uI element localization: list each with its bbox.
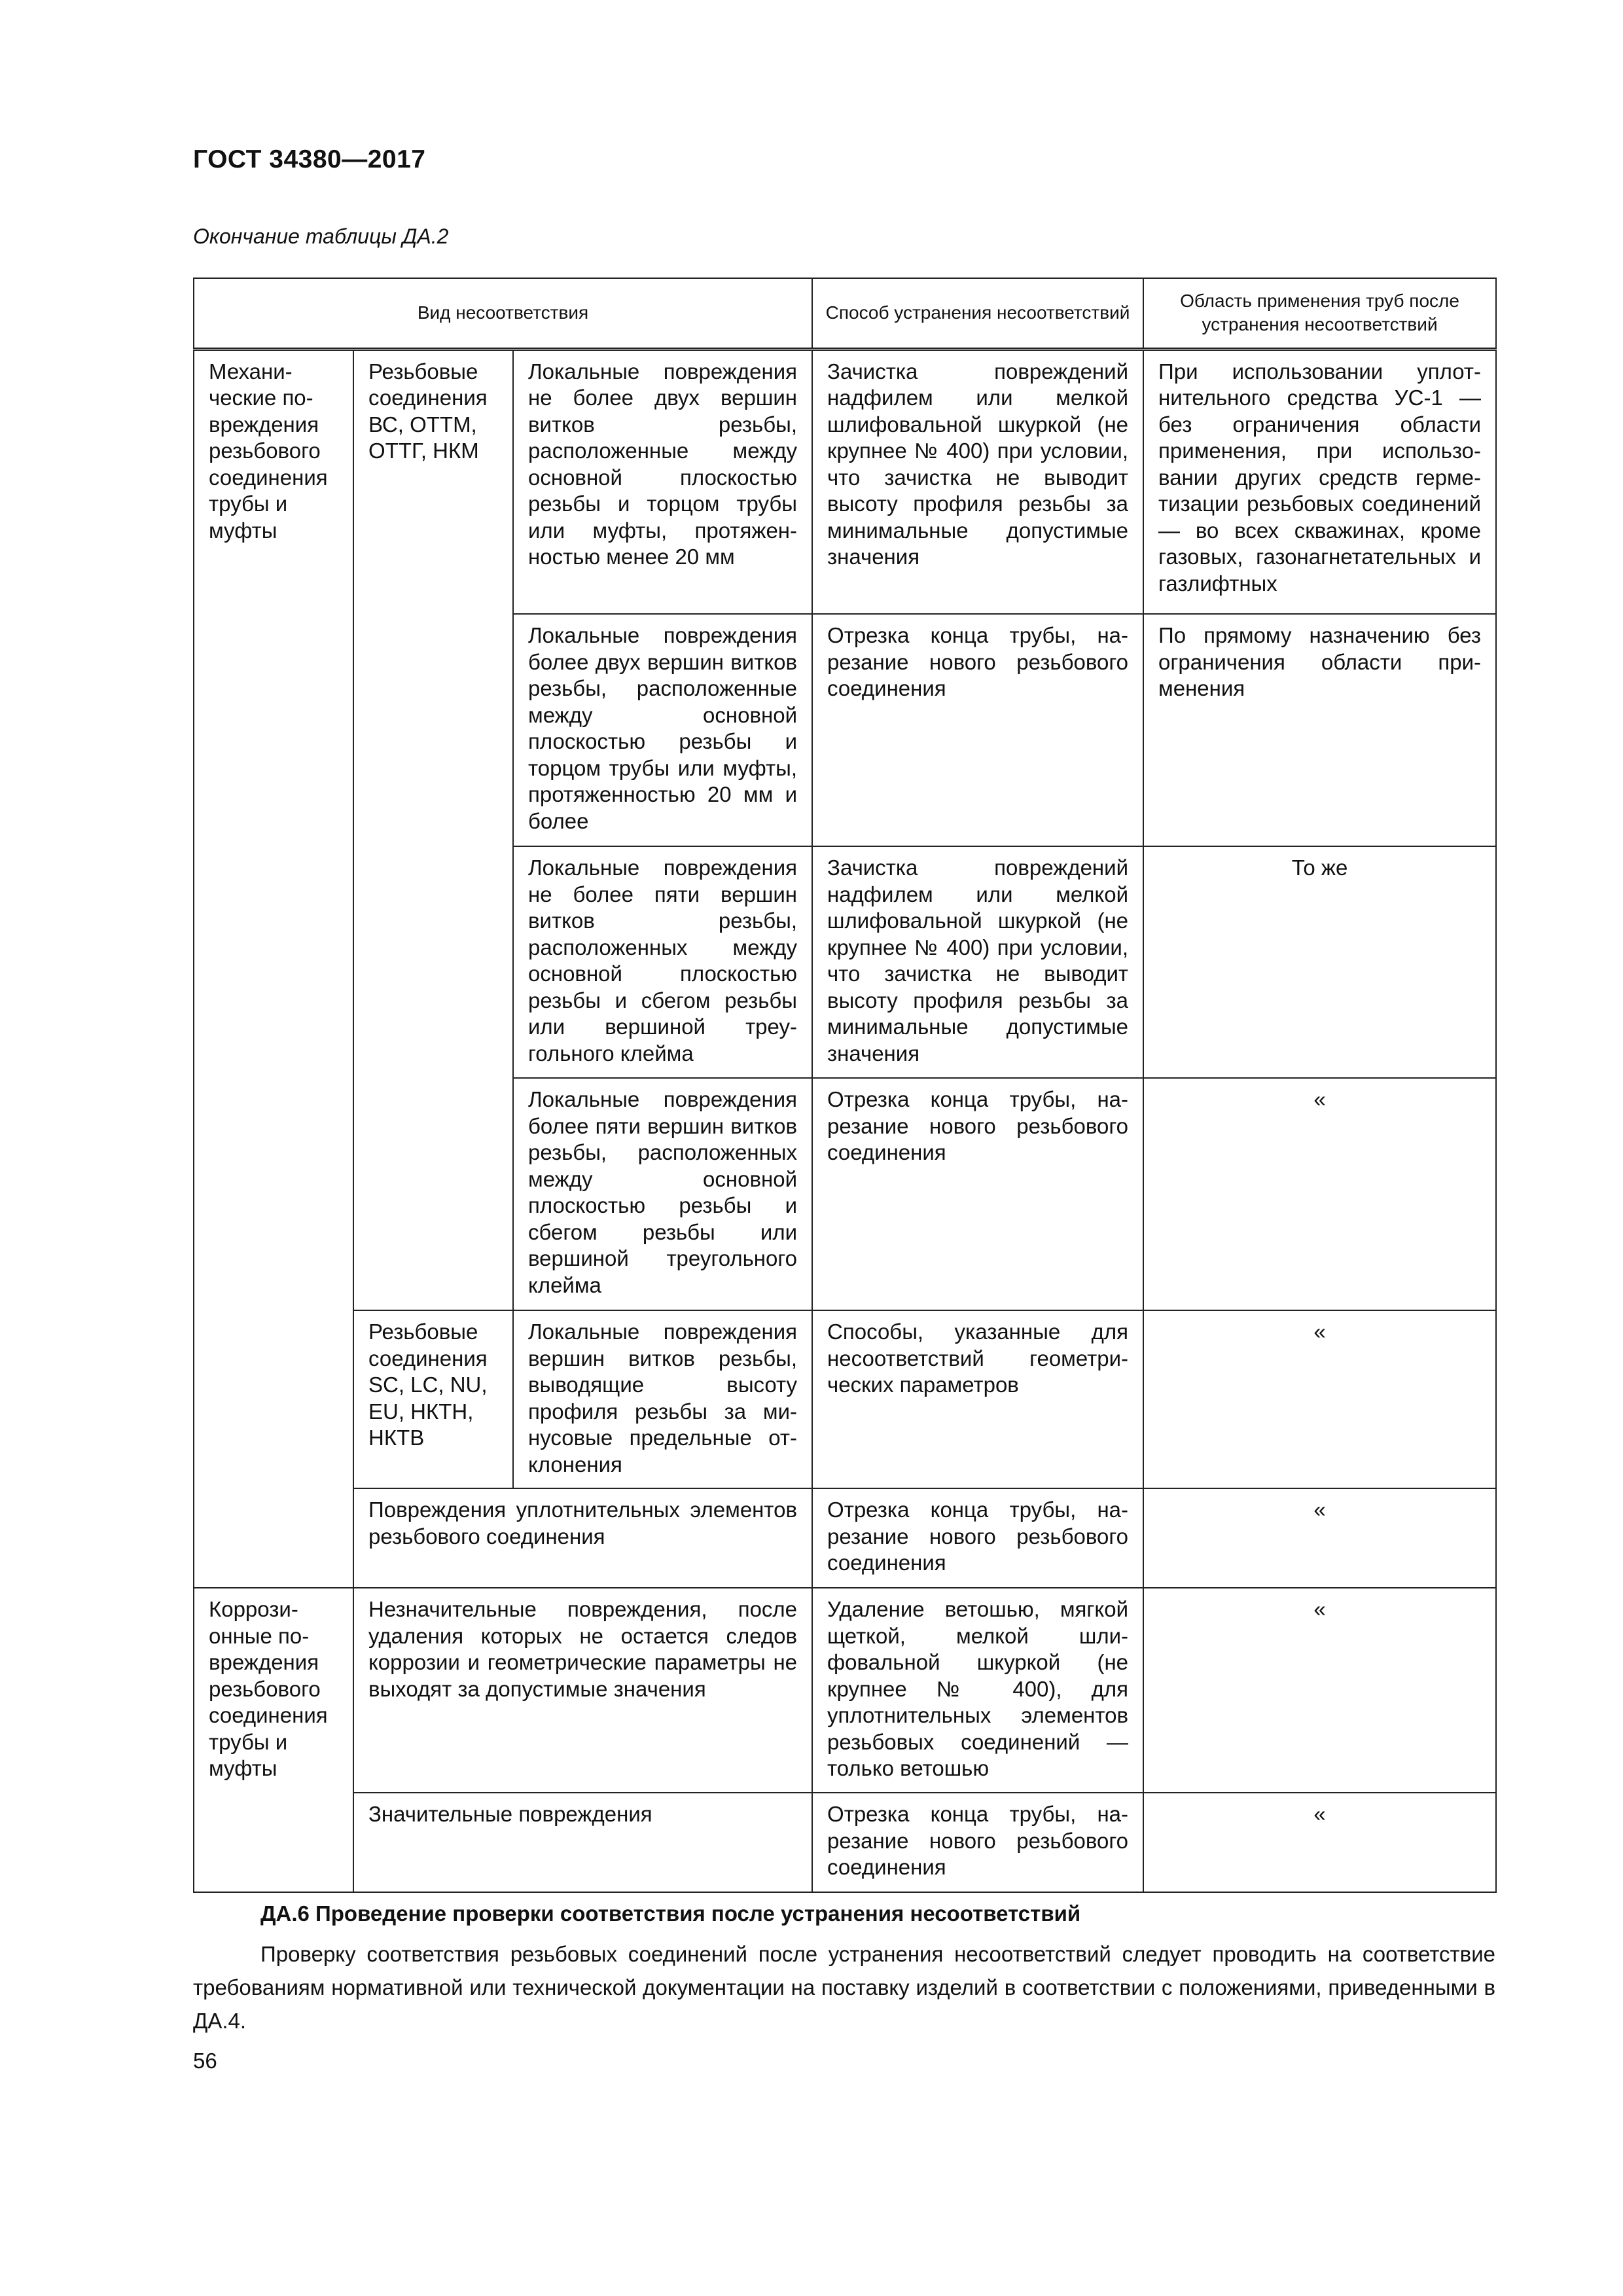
section-paragraph: Проверку соответствия резьбовых соединений после устранения несоответствий следует проводить на соответствие требованиям нормативной или технической документации на поставку изделий в соответствии с положениями, приведенными в ДА.4. xyxy=(193,1942,1495,2033)
scope-cell: « xyxy=(1143,1310,1496,1488)
method-cell: Отрезка конца трубы, нарезание нового резьбового соединения xyxy=(812,614,1143,846)
scope-cell: « xyxy=(1143,1793,1496,1892)
method-cell: Зачистка повреждений надфилем или мелкой шлифовальной шкуркой (не крупнее № 400) при условии, что зачистка не выводит высоту профиля резьбы за минимальные допустимые значения xyxy=(812,349,1143,614)
header-type: Вид несоответствия xyxy=(194,278,812,349)
damage-cell: Локальные повреждения не более двух вершин витков резьбы, расположенные между основной плоскостью резьбы и торцом трубы или муфты, протяженностью менее 20 мм xyxy=(513,349,812,614)
subgroup-buttress: Резьбовые соединения ВС, ОТТМ, ОТТГ, НКМ xyxy=(353,349,513,1310)
scope-cell: То же xyxy=(1143,846,1496,1078)
table-row xyxy=(194,1488,1496,1588)
page-number: 56 xyxy=(193,2049,217,2073)
group-corrosion: Коррозионные повреждения резьбового соединения трубы и муфты xyxy=(194,1588,353,1892)
damage-cell: Значительные повреждения xyxy=(353,1793,812,1892)
damage-cell: Локальные повреждения не более пяти вершин витков резьбы, расположенных между основной плоскостью резьбы и сбегом резьбы или вершиной треугольного клейма xyxy=(513,846,812,1078)
table-row xyxy=(194,349,1496,614)
header-method: Способ устранения несоответствий xyxy=(812,278,1143,349)
scope-cell: При использовании уплотнительного средства УС-1 — без ограничения области применения, при использовании других средств герметизации резьбовых соединений — во всех скважинах, кроме газовых, газонагнетательных и газлифтных xyxy=(1143,349,1496,614)
method-cell: Зачистка повреждений надфилем или мелкой шлифовальной шкуркой (не крупнее № 400) при условии, что зачистка не выводит высоту профиля резьбы за минимальные допустимые значения xyxy=(812,846,1143,1078)
method-cell: Способы, указанные для несоответствий геометрических параметров xyxy=(812,1310,1143,1488)
section-title: ДА.6 Проведение проверки соответствия после устранения несоответствий xyxy=(260,1901,1081,1926)
scope-cell: « xyxy=(1143,1488,1496,1588)
scope-cell: По прямому назначению без ограничения области применения xyxy=(1143,614,1496,846)
damage-cell: Повреждения уплотнительных элементов резьбового соединения xyxy=(353,1488,812,1588)
document-header: ГОСТ 34380—2017 xyxy=(193,145,426,173)
damage-cell: Незначительные повреждения, после удаления которых не остается следов коррозии и геометрические параметры не выходят за допустимые значения xyxy=(353,1588,812,1793)
table-row xyxy=(194,1310,1496,1488)
scope-cell: « xyxy=(1143,1078,1496,1310)
table-header-row xyxy=(194,278,1496,349)
subgroup-round: Резьбовые соединения SC, LC, NU, EU, НКТН, НКТВ xyxy=(353,1310,513,1488)
header-scope: Область применения труб после устранения несоответствий xyxy=(1143,278,1496,349)
damage-cell: Локальные повреждения более двух вершин витков резьбы, расположенные между основной плоскостью резьбы и торцом трубы или муфты, протяженностью 20 мм и более xyxy=(513,614,812,846)
method-cell: Удаление ветошью, мягкой щеткой, мелкой шлифовальной шкуркой (не крупнее № 400), для уплотнительных элементов резьбовых соединений — только ветошью xyxy=(812,1588,1143,1793)
scope-cell: « xyxy=(1143,1588,1496,1793)
method-cell: Отрезка конца трубы, нарезание нового резьбового соединения xyxy=(812,1488,1143,1588)
table-row xyxy=(194,1793,1496,1892)
nonconformity-table xyxy=(193,278,1497,1893)
table-caption: Окончание таблицы ДА.2 xyxy=(193,224,449,248)
method-cell: Отрезка конца трубы, нарезание нового резьбового соединения xyxy=(812,1793,1143,1892)
damage-cell: Локальные повреждения вершин витков резьбы, выводящие высоту профиля резьбы за минусовые предельные отклонения xyxy=(513,1310,812,1488)
group-mechanical: Механические повреждения резьбового соединения трубы и муфты xyxy=(194,349,353,1588)
table-row xyxy=(194,1588,1496,1793)
method-cell: Отрезка конца трубы, нарезание нового резьбового соединения xyxy=(812,1078,1143,1310)
damage-cell: Локальные повреждения более пяти вершин витков резьбы, расположенных между основной плоскостью резьбы и сбегом резьбы или вершиной треугольного клейма xyxy=(513,1078,812,1310)
